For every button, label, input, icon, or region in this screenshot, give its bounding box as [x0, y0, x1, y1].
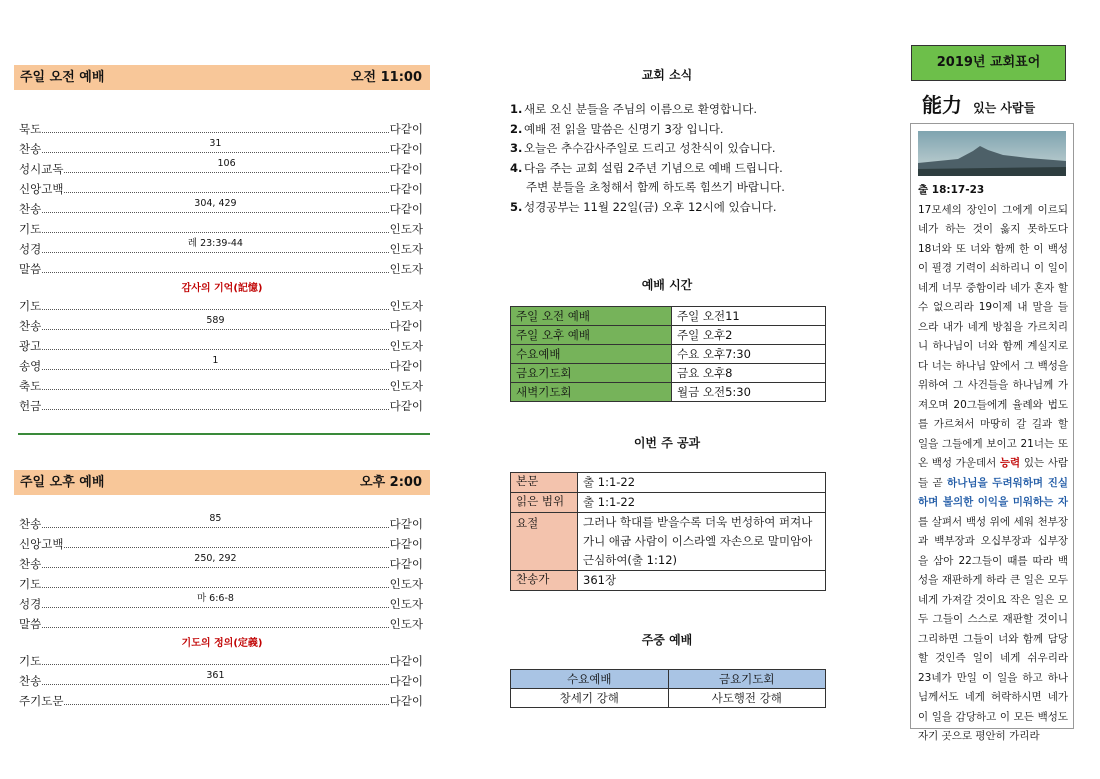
midweek-value-wed: 창세기 강해	[511, 689, 669, 708]
leader-dots	[42, 357, 388, 370]
news-item-number: 5.	[510, 199, 523, 214]
lesson-row	[511, 513, 826, 571]
leader-dots	[42, 377, 388, 390]
program-row	[19, 595, 423, 613]
news-item	[510, 178, 830, 198]
verse-highlight-red: 능력	[999, 457, 1021, 469]
program-item-leader: 다같이	[389, 162, 423, 176]
program-item-detail: 1	[212, 355, 219, 366]
program-item-detail: 304, 429	[194, 198, 237, 209]
program-item-name: 말씀	[19, 617, 42, 631]
leader-dots	[42, 652, 388, 665]
program-item-name: 찬송	[19, 202, 42, 216]
motto-year-box	[911, 45, 1066, 81]
program-row	[19, 317, 423, 335]
program-item-detail: 85	[209, 513, 222, 524]
leader-dots	[42, 120, 388, 133]
schedule-service: 주일 오후 예배	[511, 326, 672, 345]
schedule-time: 금요 오후8	[672, 364, 826, 383]
program-item-name: 송영	[19, 359, 42, 373]
leader-dots	[42, 337, 388, 350]
midweek-header-wed: 수요예배	[511, 670, 669, 689]
news-item	[510, 100, 830, 120]
news-item	[510, 198, 830, 218]
program-item-leader: 인도자	[389, 379, 423, 393]
lesson-row	[511, 571, 826, 591]
leader-dots	[42, 672, 388, 685]
program-item-name: 기도	[19, 577, 42, 591]
program-row	[19, 377, 423, 395]
motto-rest-text: 있는 사람들	[973, 101, 1036, 115]
program-item-leader: 다같이	[389, 359, 423, 373]
program-item-name: 성경	[19, 597, 42, 611]
program-item-leader: 다같이	[389, 694, 423, 708]
leader-dots	[42, 220, 388, 233]
morning-service-time: 오전 11:00	[350, 70, 422, 85]
program-item-name: 찬송	[19, 674, 42, 688]
leader-dots	[42, 297, 388, 310]
program-item-leader: 다같이	[389, 517, 423, 531]
program-item-leader: 다같이	[389, 537, 423, 551]
program-item-name: 기도	[19, 222, 42, 236]
motto-big-text: 能力	[922, 93, 962, 117]
program-row	[19, 357, 423, 375]
program-item-leader: 다같이	[389, 557, 423, 571]
leader-dots	[42, 140, 388, 153]
news-item-text: 예배 전 읽을 말씀은 신명기 3장 입니다.	[524, 121, 724, 136]
leader-dots	[42, 317, 388, 330]
program-item-detail: 589	[206, 315, 225, 326]
lesson-value: 그러나 학대를 받을수록 더욱 번성하여 퍼져나 가니 애굽 사람이 이스라엘 자손으로 말미암아 근심하여(출 1:12)	[578, 513, 826, 571]
leader-dots	[42, 397, 388, 410]
schedule-row	[511, 383, 826, 402]
program-item-detail: 361	[206, 670, 225, 681]
program-item-detail: 250, 292	[194, 553, 237, 564]
leader-dots	[42, 575, 388, 588]
verse-reference: 출 18:17-23	[918, 184, 985, 196]
schedule-service: 새벽기도회	[511, 383, 672, 402]
program-row	[19, 692, 423, 710]
news-item-number: 1.	[510, 102, 523, 116]
afternoon-service-header	[14, 470, 430, 495]
midweek-header-fri: 금요기도회	[668, 670, 826, 689]
schedule-service: 금요기도회	[511, 364, 672, 383]
schedule-service: 수요예배	[511, 345, 672, 364]
news-item-number: 4.	[510, 160, 523, 175]
leader-dots	[42, 615, 388, 628]
news-item-text: 새로 오신 분들을 주님의 이름으로 환영합니다.	[524, 102, 758, 116]
leader-dots	[64, 535, 388, 548]
program-item-name: 성경	[19, 242, 42, 256]
program-row	[19, 200, 423, 218]
schedule-time: 주일 오후2	[672, 326, 826, 345]
lesson-label: 읽은 범위	[511, 493, 578, 513]
news-item	[510, 159, 830, 179]
news-item	[510, 120, 830, 140]
schedule-time: 주일 오전11	[672, 307, 826, 326]
program-row	[19, 160, 423, 178]
program-item-name: 말씀	[19, 262, 42, 276]
lesson-row	[511, 493, 826, 513]
program-item-name: 축도	[19, 379, 42, 393]
program-row	[19, 260, 423, 278]
lesson-table	[510, 472, 826, 591]
program-row	[19, 615, 423, 633]
schedule-service: 주일 오전 예배	[511, 307, 672, 326]
verse-part-a: 17모세의 장인이 그에게 이르되 네가 하는 것이 옳지 못하도다 18너와 또 너와 함께 한 이 백성이 필경 기력이 쇠하리니 이 일이 네게 너무 중함이라 네가 혼자 할 수 없으리라 19이제 내 말을 들으라 내가 네게 방침을 가르치리니 하나님이 너와 함께 계실지로다 너는 하나님 앞에서 그 백성을 위하여 그 사건들을 하나님께 가져오며 20그들에게 율례와 법도를 가르쳐서 마땅히 갈 길과 할 일을 그들에게 보이고 21너는 또 온 백성 가운데서	[918, 203, 1068, 469]
program-item-name: 광고	[19, 339, 42, 353]
program-item-leader: 다같이	[389, 182, 423, 196]
program-row	[19, 672, 423, 690]
program-item-name: 찬송	[19, 517, 42, 531]
program-row	[19, 515, 423, 533]
program-item-name: 신앙고백	[19, 537, 64, 551]
lesson-title: 이번 주 공과	[633, 436, 701, 450]
news-item-text: 성경공부는 11월 22일(금) 오후 12시에 있습니다.	[524, 199, 777, 214]
motto-heading	[922, 89, 1035, 118]
morning-subtitle: 감사의 기억(記憶)	[181, 283, 263, 294]
program-row	[19, 240, 423, 258]
news-item-number: 3.	[510, 141, 523, 155]
program-item-leader: 다같이	[389, 654, 423, 668]
morning-service-title: 주일 오전 예배	[20, 70, 105, 85]
lesson-label: 찬송가	[511, 571, 578, 591]
afternoon-service-time: 오후 2:00	[360, 475, 422, 490]
program-item-detail: 106	[217, 158, 236, 169]
program-item-leader: 다같이	[389, 319, 423, 333]
leader-dots	[64, 692, 388, 705]
schedule-row	[511, 345, 826, 364]
lesson-value: 361장	[578, 571, 826, 591]
program-item-leader: 다같이	[389, 122, 423, 136]
motto-year-label: 2019년 교회표어	[936, 55, 1041, 70]
news-item	[510, 139, 830, 159]
midweek-title: 주중 예배	[641, 633, 693, 647]
verse-part-e: 를 살펴서 백성 위에 세워 천부장과 백부장과 오십부장과 십부장을 삼아 22그들이 때를 따라 백성을 재판하게 하라 큰 일은 모두 네게 가져갈 것이요 작은 일은 모두 그들이 스스로 재판할 것이니 그리하면 그들이 너와 함께 담당할 것인즉 일이 네게 쉬우리라 23네가 만일 이 일을 하고 하나님께서도 네게 허락하시면 네가 이 일을 감당하고 이 모든 백성도 자기 곳으로 평안히 가리라	[918, 515, 1068, 742]
program-item-leader: 다같이	[389, 142, 423, 156]
program-item-name: 묵도	[19, 122, 42, 136]
program-item-leader: 인도자	[389, 222, 423, 236]
program-item-name: 찬송	[19, 557, 42, 571]
leader-dots	[42, 240, 388, 253]
afternoon-subtitle: 기도의 정의(定義)	[181, 638, 263, 649]
program-item-leader: 인도자	[389, 617, 423, 631]
program-item-leader: 인도자	[389, 339, 423, 353]
program-item-leader: 인도자	[389, 262, 423, 276]
midweek-value-fri: 사도행전 강해	[668, 689, 826, 708]
leader-dots	[42, 515, 388, 528]
program-item-name: 찬송	[19, 319, 42, 333]
lesson-value: 출 1:1-22	[578, 473, 826, 493]
leader-dots	[64, 180, 388, 193]
news-item-text: 주변 분들을 초청해서 함께 하도록 힘쓰기 바랍니다.	[526, 180, 785, 194]
section-divider	[18, 433, 430, 435]
midweek-table	[510, 669, 826, 708]
news-title: 교회 소식	[641, 68, 693, 82]
program-item-leader: 다같이	[389, 674, 423, 688]
program-item-leader: 다같이	[389, 202, 423, 216]
leader-dots	[42, 595, 388, 608]
schedule-row	[511, 326, 826, 345]
program-item-leader: 인도자	[389, 299, 423, 313]
program-item-name: 찬송	[19, 142, 42, 156]
lesson-label: 요절	[511, 513, 578, 571]
program-item-detail: 레 23:39-44	[187, 238, 243, 249]
program-item-name: 신앙고백	[19, 182, 64, 196]
program-item-leader: 인도자	[389, 597, 423, 611]
program-item-name: 헌금	[19, 399, 42, 413]
program-item-name: 기도	[19, 654, 42, 668]
lesson-label: 본문	[511, 473, 578, 493]
program-item-leader: 다같이	[389, 399, 423, 413]
leader-dots	[42, 555, 388, 568]
schedule-table	[510, 306, 826, 402]
leader-dots	[42, 260, 388, 273]
lesson-row	[511, 473, 826, 493]
leader-dots	[64, 160, 388, 173]
lesson-value: 출 1:1-22	[578, 493, 826, 513]
schedule-time: 월금 오전5:30	[672, 383, 826, 402]
morning-service-header	[14, 65, 430, 90]
program-item-detail: 31	[209, 138, 222, 149]
program-row	[19, 397, 423, 415]
program-item-leader: 인도자	[389, 577, 423, 591]
afternoon-service-title: 주일 오후 예배	[20, 475, 105, 490]
news-item-text: 오늘은 추수감사주일로 드리고 성찬식이 있습니다.	[524, 141, 776, 155]
schedule-row	[511, 307, 826, 326]
verse-highlight-blue: 하나님을 두려워하며 진실하며 불의한 이익을 미워하는 자	[918, 476, 1069, 508]
bible-verse-text	[918, 184, 1069, 747]
schedule-row	[511, 364, 826, 383]
program-item-name: 기도	[19, 299, 42, 313]
program-item-leader: 인도자	[389, 242, 423, 256]
schedule-title: 예배 시간	[641, 278, 693, 292]
program-item-name: 성시교독	[19, 162, 64, 176]
program-item-detail: 마 6:6-8	[196, 593, 234, 604]
news-item-number: 2.	[510, 121, 523, 136]
leader-dots	[42, 200, 388, 213]
landscape-image	[918, 131, 1066, 176]
verse-part-c: 있는 사람들 곧	[918, 457, 1069, 489]
program-item-name: 주기도문	[19, 694, 64, 708]
program-row	[19, 555, 423, 573]
news-item-text: 다음 주는 교회 설립 2주년 기념으로 예배 드립니다.	[524, 160, 783, 175]
news-list	[510, 100, 830, 217]
schedule-time: 수요 오후7:30	[672, 345, 826, 364]
